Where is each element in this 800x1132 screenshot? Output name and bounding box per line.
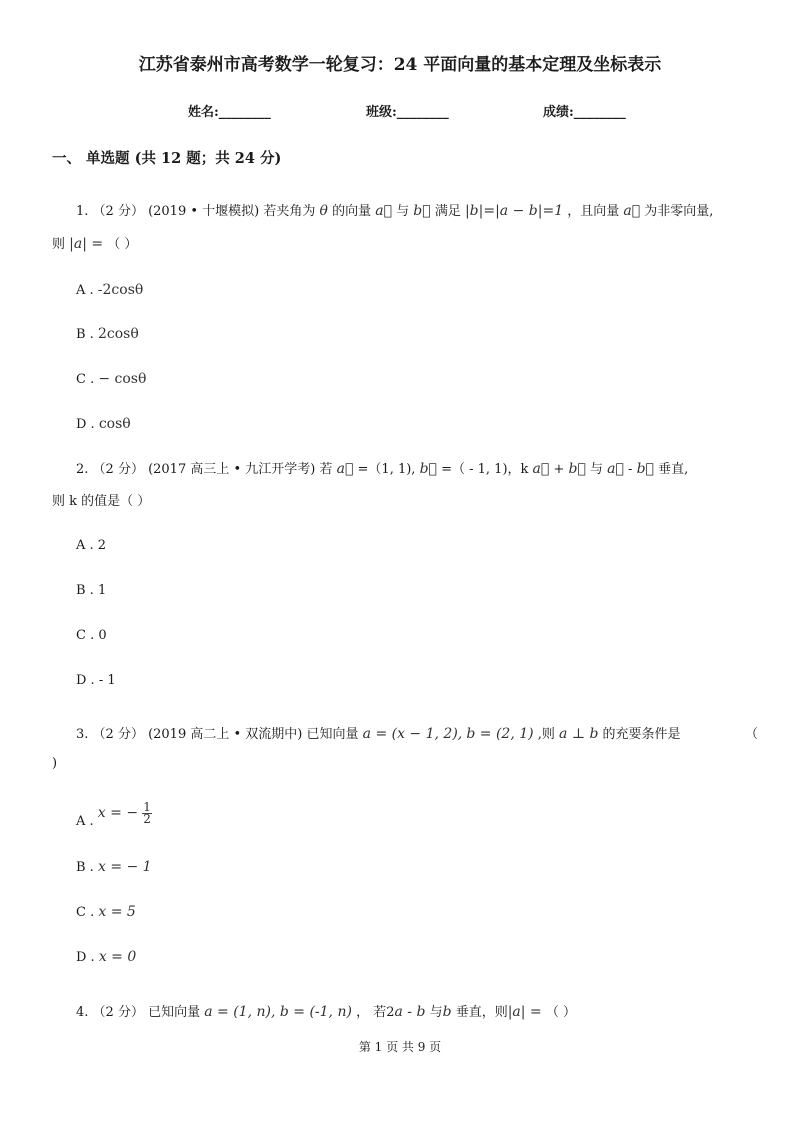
question-2-line-2: 则 k 的值是（ ） <box>52 494 151 509</box>
condition-formula: |b|=|a − b|=1 <box>464 203 564 219</box>
perpendicular-condition: a ⊥ b <box>559 726 599 742</box>
q2-option-a: A . 2 <box>76 538 107 553</box>
vector-b-symbol: b⃗ <box>636 461 654 477</box>
page-footer: 第 1 页 共 9 页 <box>358 1040 442 1054</box>
vector-a-definition: a = (x − 1, 2), <box>362 726 463 742</box>
q1-option-a: A . -2cosθ <box>76 282 144 298</box>
answer-expression: |a| = <box>507 1004 542 1020</box>
vector-b-symbol: b⃗ <box>413 203 431 219</box>
q2-option-c: C . 0 <box>76 628 107 643</box>
vector-b-symbol: b⃗ <box>568 461 586 477</box>
answer-expression: |a| = <box>69 236 104 252</box>
question-3-open-paren: （ <box>745 727 759 742</box>
q2-option-b: B . 1 <box>76 583 107 598</box>
name-field-label: 姓名:________ <box>188 105 271 120</box>
document-title: 江苏省泰州市高考数学一轮复习：24 平面向量的基本定理及坐标表示 <box>138 55 662 75</box>
section-heading: 一、 单选题 (共 12 题；共 24 分) <box>52 150 282 167</box>
q1-option-d: D . cosθ <box>76 416 131 432</box>
vector-a-symbol: a⃗ <box>375 203 392 219</box>
question-1-line-1: 1. （2 分） (2019 • 十堰模拟) 若夹角为 θ 的向量 a⃗ 与 b⃗ 满足 |b|=|a − b|=1 ，且向量 a⃗ 为非零向量, <box>76 203 714 219</box>
fraction-one-half: $\frac{1}{2}$ <box>143 800 151 826</box>
q3-option-b: B . x = − 1 <box>76 859 152 875</box>
vector-b-symbol: b⃗ <box>419 461 437 477</box>
q3-option-a: A . x = − $\frac{1}{2}$ <box>76 800 151 829</box>
q1-option-c: C . − cosθ <box>76 371 147 387</box>
vector-a-symbol: a⃗ <box>607 461 624 477</box>
vector-a-symbol: a⃗ <box>532 461 550 477</box>
q1-option-b: B . 2cosθ <box>76 326 139 342</box>
vector-a-symbol: a⃗ <box>623 203 641 219</box>
question-4-line-1: 4. （2 分） 已知向量 a = (1, n), b = (-1, n) ， 若2a - b 与b 垂直，则|a| = （ ） <box>76 1004 576 1020</box>
question-2-line-1: 2. （2 分） (2017 高三上 • 九江开学考) 若 a⃗ =（1, 1), b⃗ =（ - 1, 1)，k a⃗ + b⃗ 与 a⃗ - b⃗ 垂直, <box>76 461 689 477</box>
vector-b-definition: b = (2, 1) <box>466 726 534 742</box>
class-field-label: 班级:________ <box>366 105 449 120</box>
question-3-line-1: 3. （2 分） (2019 高二上 • 双流期中) 已知向量 a = (x − 1, 2), b = (2, 1) ,则 a ⊥ b 的充要条件是 <box>76 726 681 742</box>
vector-a-symbol: a⃗ <box>336 461 354 477</box>
q3-option-c: C . x = 5 <box>76 904 136 920</box>
q3-option-d: D . x = 0 <box>76 949 137 965</box>
question-3-line-2: ) <box>52 756 58 771</box>
question-1-line-2: 则 |a| = （ ） <box>52 236 138 252</box>
q2-option-d: D . - 1 <box>76 673 116 688</box>
vector-definitions: a = (1, n), b = (-1, n) <box>204 1004 352 1020</box>
score-field-label: 成绩:________ <box>543 105 626 120</box>
